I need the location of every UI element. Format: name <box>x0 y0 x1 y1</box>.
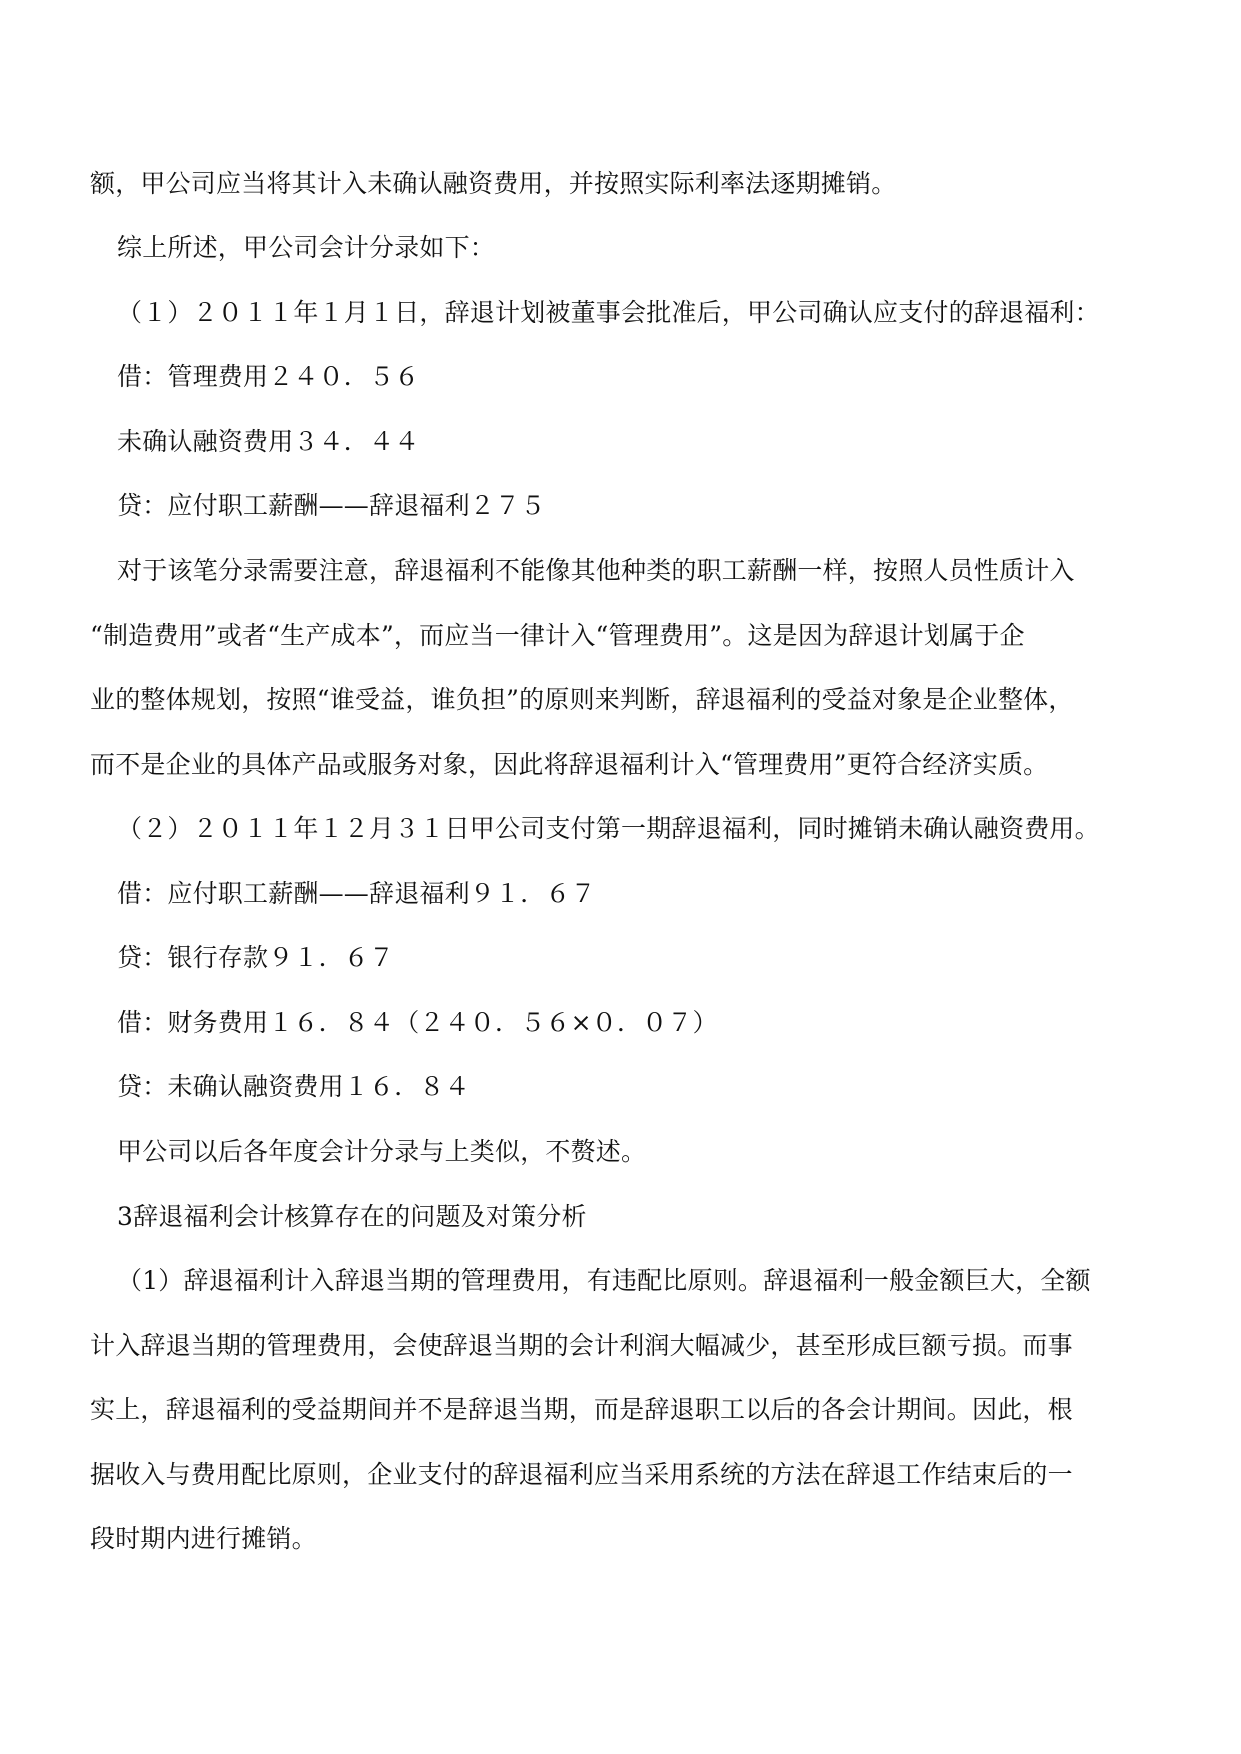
journal-entry-line: 贷：银行存款９１．６７ <box>117 943 395 972</box>
journal-entry-line: 借：财务费用１６．８４（２４０．５６×０．０７） <box>117 1008 718 1037</box>
journal-entry-line: 贷：应付职工薪酬——辞退福利２７５ <box>117 491 546 520</box>
journal-entry-line: 借：管理费用２４０．５６ <box>117 362 420 391</box>
journal-entry-line: 贷：未确认融资费用１６．８４ <box>117 1072 470 1101</box>
body-text-line: 对于该笔分录需要注意，辞退福利不能像其他种类的职工薪酬一样，按照人员性质计入 <box>117 556 1075 585</box>
journal-entry-line: 未确认融资费用３４．４４ <box>117 427 420 456</box>
body-text-line: 额，甲公司应当将其计入未确认融资费用，并按照实际利率法逐期摊销。 <box>90 169 897 198</box>
body-text-line: 综上所述，甲公司会计分录如下： <box>117 233 496 262</box>
section-heading: 3辞退福利会计核算存在的问题及对策分析 <box>117 1202 587 1231</box>
body-text-line: 段时期内进行摊销。 <box>90 1524 317 1553</box>
body-text-line: （１）２０１１年１月１日，辞退计划被董事会批准后，甲公司确认应支付的辞退福利： <box>117 298 1100 327</box>
body-text-line: “制造费用”或者“生产成本”，而应当一律计入“管理费用”。这是因为辞退计划属于企 <box>90 621 1025 650</box>
body-text-line: 业的整体规划，按照“谁受益，谁负担”的原则来判断，辞退福利的受益对象是企业整体， <box>90 685 1074 714</box>
body-text-line: （1）辞退福利计入辞退当期的管理费用，有违配比原则。辞退福利一般金额巨大，全额 <box>117 1266 1091 1295</box>
body-text-line: 而不是企业的具体产品或服务对象，因此将辞退福利计入“管理费用”更符合经济实质。 <box>90 750 1049 779</box>
journal-entry-line: 借：应付职工薪酬——辞退福利９１．６７ <box>117 879 596 908</box>
body-text-line: 实上，辞退福利的受益期间并不是辞退当期，而是辞退职工以后的各会计期间。因此，根 <box>90 1395 1073 1424</box>
body-text-line: 据收入与费用配比原则，企业支付的辞退福利应当采用系统的方法在辞退工作结束后的一 <box>90 1460 1073 1489</box>
body-text-line: （２）２０１１年１２月３１日甲公司支付第一期辞退福利，同时摊销未确认融资费用。 <box>117 814 1100 843</box>
body-text-line: 计入辞退当期的管理费用，会使辞退当期的会计利润大幅减少，甚至形成巨额亏损。而事 <box>90 1331 1073 1360</box>
body-text-line: 甲公司以后各年度会计分录与上类似，不赘述。 <box>117 1137 647 1166</box>
